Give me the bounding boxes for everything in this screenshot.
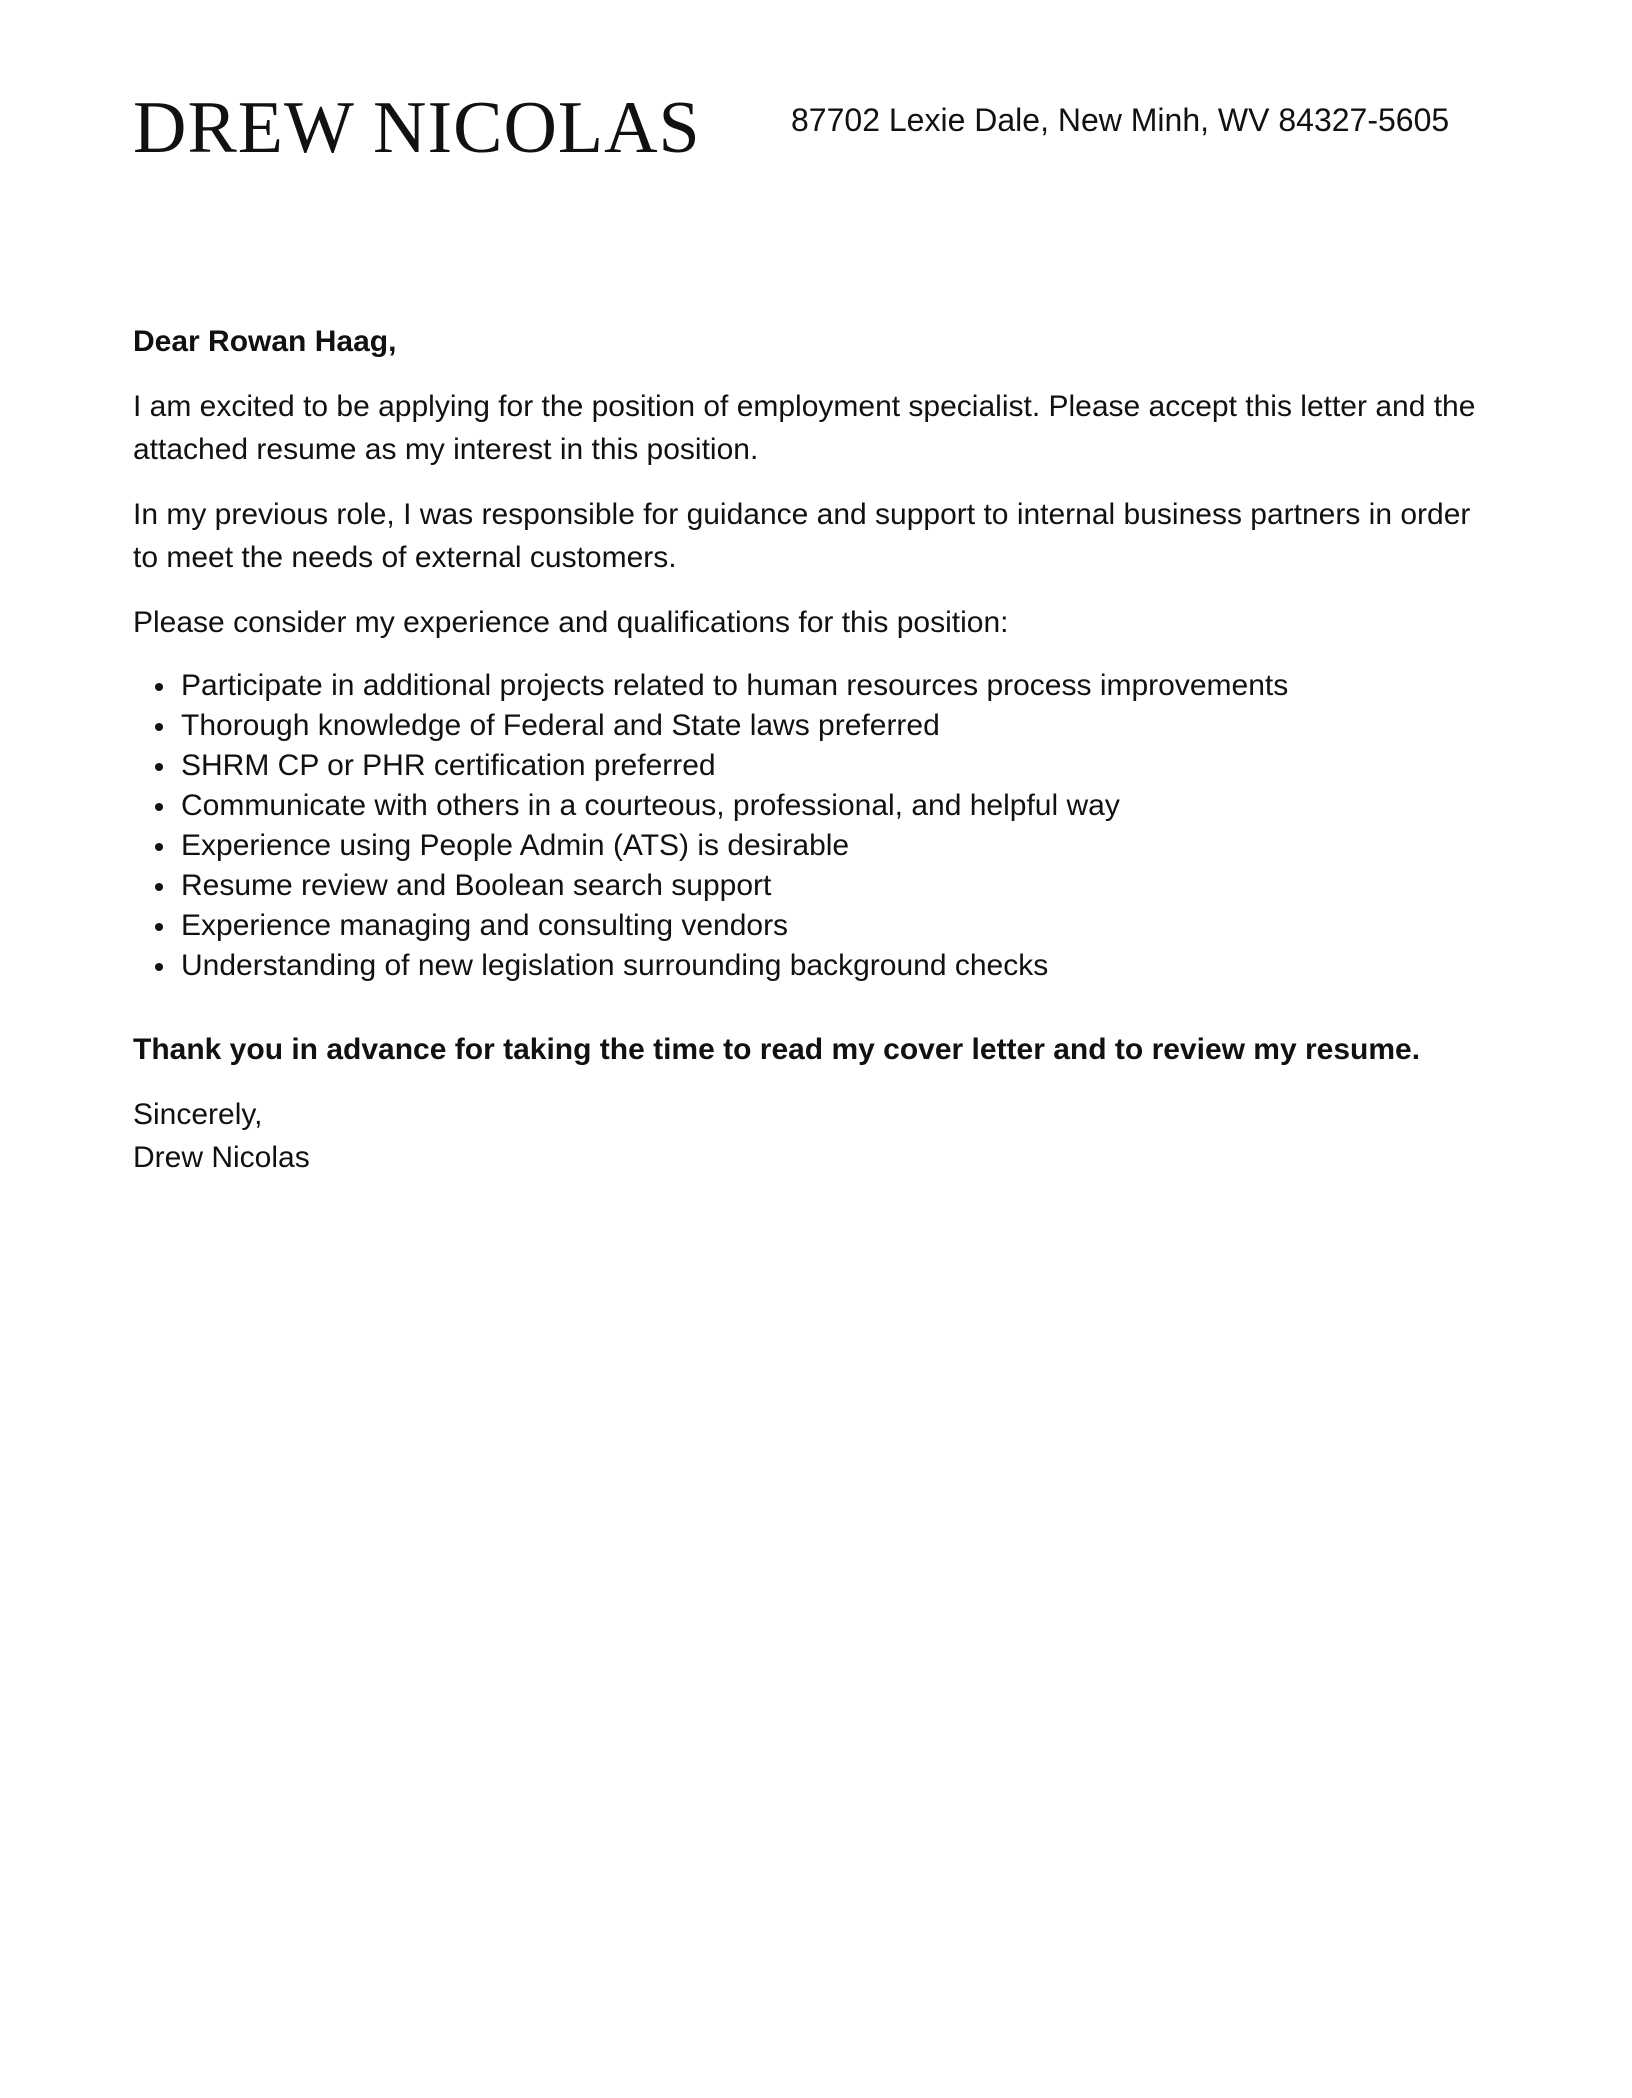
list-item-text: Participate in additional projects related to human resources process improvements — [181, 669, 1289, 702]
experience-paragraph: In my previous role, I was responsible for guidance and support to internal business partners in order to meet the needs of external customers. — [133, 498, 1471, 574]
list-item — [181, 906, 1503, 946]
list-item — [181, 946, 1503, 986]
bullet-icon — [155, 963, 163, 971]
list-item — [181, 746, 1503, 786]
intro-paragraph: I am excited to be applying for the position of employment specialist. Please accept this letter and the attached resume as my interest in this position. — [133, 390, 1476, 466]
applicant-address: 87702 Lexie Dale, New Minh, WV 84327-5605 — [791, 102, 1450, 138]
list-item — [181, 706, 1503, 746]
letter-body — [133, 320, 1503, 1179]
list-item-text: Communicate with others in a courteous, professional, and helpful way — [181, 789, 1120, 822]
bullet-icon — [155, 723, 163, 731]
qualifications-intro: Please consider my experience and qualifications for this position: — [133, 606, 1009, 639]
list-item — [181, 666, 1503, 706]
bullet-icon — [155, 683, 163, 691]
bullet-icon — [155, 883, 163, 891]
bullet-icon — [155, 923, 163, 931]
list-item-text: Thorough knowledge of Federal and State laws preferred — [181, 709, 940, 742]
list-item-text: Experience managing and consulting vendors — [181, 909, 789, 942]
bullet-icon — [155, 803, 163, 811]
applicant-name: DREW NICOLAS — [133, 87, 701, 169]
list-item-text: Understanding of new legislation surrounding background checks — [181, 949, 1049, 982]
list-item-text: SHRM CP or PHR certification preferred — [181, 749, 716, 782]
letter-header — [133, 88, 1513, 168]
list-item — [181, 866, 1503, 906]
closing-statement: Thank you in advance for taking the time to read my cover letter and to review my resume. — [133, 1033, 1421, 1066]
signoff-text: Sincerely, — [133, 1098, 263, 1131]
signature-name: Drew Nicolas — [133, 1141, 310, 1174]
list-item — [181, 826, 1503, 866]
list-item — [181, 786, 1503, 826]
list-item-text: Experience using People Admin (ATS) is desirable — [181, 829, 850, 862]
qualifications-list — [133, 666, 1503, 986]
bullet-icon — [155, 763, 163, 771]
list-item-text: Resume review and Boolean search support — [181, 869, 772, 902]
bullet-icon — [155, 843, 163, 851]
signoff — [133, 1093, 1503, 1179]
salutation: Dear Rowan Haag, — [133, 325, 397, 358]
